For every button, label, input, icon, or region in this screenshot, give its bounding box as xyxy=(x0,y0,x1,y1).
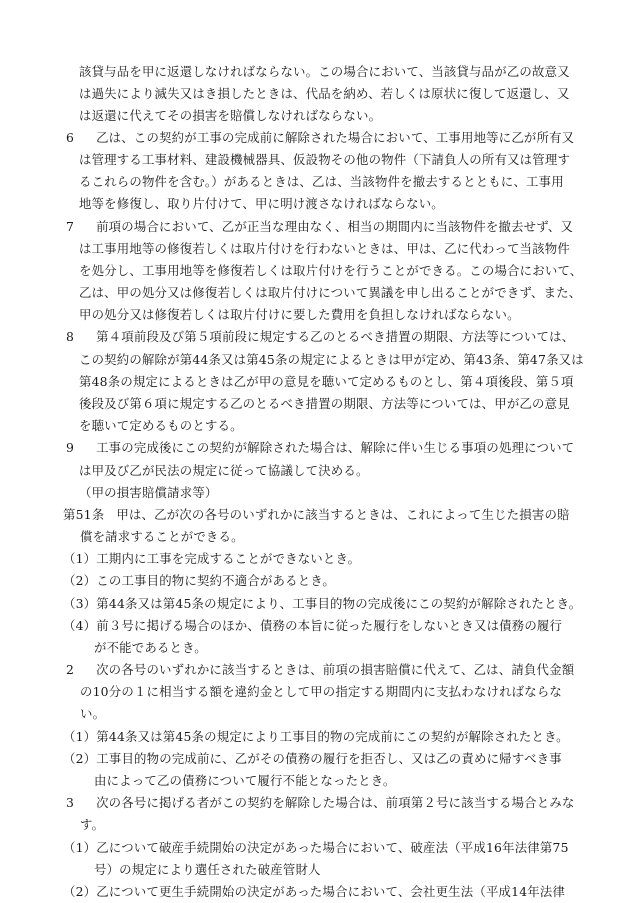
text-line: 第44条又は第45条の規定により工事目的物の完成前にこの契約が解除されたとき。 xyxy=(96,729,569,744)
item-number: （1） xyxy=(63,729,97,744)
text-line: 前項の場合において、乙が正当な理由なく、相当の期間内に当該物件を撤去せず、又 xyxy=(96,219,574,234)
text-line: は返還に代えてその損害を賠償しなければならない。 xyxy=(79,108,382,123)
text-line: は甲及び乙が民法の規定に従って協議して決める。 xyxy=(79,463,369,478)
list-item xyxy=(0,882,630,902)
paragraph-6 xyxy=(0,128,630,148)
text-line: るこれらの物件を含む。）があるときは、乙は、当該物件を撤去するとともに、工事用 xyxy=(79,174,564,189)
list-item xyxy=(0,571,630,591)
item-number: （2） xyxy=(63,573,97,588)
text-line: す。 xyxy=(80,817,105,832)
paragraph-number: 6 xyxy=(66,130,75,145)
text-line: は工事用地等の修復若しくは取片付けを行わないときは、甲は、乙に代わって当該物件 xyxy=(79,241,570,256)
item-number: （3） xyxy=(63,596,97,611)
paragraph-number: 2 xyxy=(66,662,75,677)
list-item xyxy=(0,594,630,614)
paragraph-3 xyxy=(0,793,630,813)
text-line: 乙について更生手続開始の決定があった場合において、会社更生法（平成14年法律 xyxy=(96,884,566,899)
paragraph-number: 3 xyxy=(66,795,75,810)
text-line: 償を請求することができる。 xyxy=(80,529,244,544)
list-item xyxy=(0,727,630,747)
paragraph-number: 9 xyxy=(66,440,75,455)
paragraph-number: 7 xyxy=(66,219,75,234)
text-line: 地等を修復し、取り片付けて、甲に明け渡さなければならない。 xyxy=(79,196,444,211)
text-line: 次の各号に掲げる者がこの契約を解除した場合は、前項第２号に該当する場合とみな xyxy=(96,795,575,810)
text-line: 該貸与品を甲に返還しなければならない。この場合において、当該貸与品が乙の故意又 xyxy=(79,64,570,79)
text-line: 工事の完成後にこの契約が解除された場合は、解除に伴い生じる事項の処理について xyxy=(96,440,575,455)
text-line: 第44条又は第45条の規定により、工事目的物の完成後にこの契約が解除されたとき。 xyxy=(96,596,582,611)
article-51 xyxy=(0,505,630,525)
paragraph-2 xyxy=(0,660,630,680)
item-number: （2） xyxy=(63,751,97,766)
section-caption: （甲の損害賠償請求等） xyxy=(79,485,218,500)
item-number: （1） xyxy=(63,551,97,566)
text-line: 乙は、甲の処分又は修復若しくは取片付けについて異議を申し出ることができず、また、 xyxy=(79,285,582,300)
text-line: 次の各号のいずれかに該当するときは、前項の損害賠償に代えて、乙は、請負代金額 xyxy=(96,662,575,677)
text-line: い。 xyxy=(80,706,106,721)
item-number: （1） xyxy=(63,840,97,855)
text-line: 乙は、この契約が工事の完成前に解除された場合において、工事用地等に乙が所有又 xyxy=(96,130,575,145)
text-line: 第48条の規定によるときは乙が甲の意見を聴いて定めるものとし、第４項後段、第５項 xyxy=(79,374,574,389)
text-line: は過失により滅失又はき損したときは、代品を納め、若しくは原状に復して返還し、又 xyxy=(79,86,570,101)
text-line: 工期内に工事を完成することができないとき。 xyxy=(96,551,361,566)
text-line: 由によって乙の債務について履行不能となったとき。 xyxy=(94,773,396,788)
text-line: 号）の規定により選任された破産管財人 xyxy=(94,862,321,877)
text-line: 第４項前段及び第５項前段に規定する乙のとるべき措置の期限、方法等については、 xyxy=(96,329,575,344)
article-number: 第51条 xyxy=(63,507,105,522)
text-line: この契約の解除が第44条又は第45条の規定によるときは甲が定め、第43条、第47条又は xyxy=(79,352,584,367)
text-line: は管理する工事材料、建設機械器具、仮設物その他の物件（下請負人の所有又は管理す xyxy=(79,152,571,167)
text-line: を処分し、工事用地等を修復若しくは取片付けを行うことができる。この場合において、 xyxy=(79,263,583,278)
text-line: この工事目的物に契約不適合があるとき。 xyxy=(96,573,335,588)
list-item xyxy=(0,838,630,858)
text-line: を聴いて定めるものとする。 xyxy=(79,418,243,433)
item-number: （2） xyxy=(63,884,97,899)
text-line: が不能であるとき。 xyxy=(94,640,207,655)
text-line: 甲の処分又は修復若しくは取片付けに要した費用を負担しなければならない。 xyxy=(79,307,520,322)
text-line: 乙について破産手続開始の決定があった場合において、破産法（平成16年法律第75 xyxy=(96,840,569,855)
text-line: 前３号に掲げる場合のほか、債務の本旨に従った履行をしないとき又は債務の履行 xyxy=(96,618,563,633)
list-item xyxy=(0,749,630,769)
paragraph-number: 8 xyxy=(66,329,75,344)
text-line: 甲は、乙が次の各号のいずれかに該当するときは、これによって生じた損害の賠 xyxy=(116,507,570,522)
paragraph-9 xyxy=(0,438,630,458)
text-line: の10分の１に相当する額を違約金として甲の指定する期間内に支払わなければならな xyxy=(80,684,563,699)
text-line: 後段及び第６項に規定する乙のとるべき措置の期限、方法等については、甲が乙の意見 xyxy=(79,396,570,411)
list-item xyxy=(0,616,630,636)
paragraph-8 xyxy=(0,327,630,347)
item-number: （4） xyxy=(63,618,97,633)
text-line: 工事目的物の完成前に、乙がその債務の履行を拒否し、又は乙の責めに帰すべき事 xyxy=(96,751,562,766)
list-item xyxy=(0,549,630,569)
paragraph-7 xyxy=(0,217,630,237)
